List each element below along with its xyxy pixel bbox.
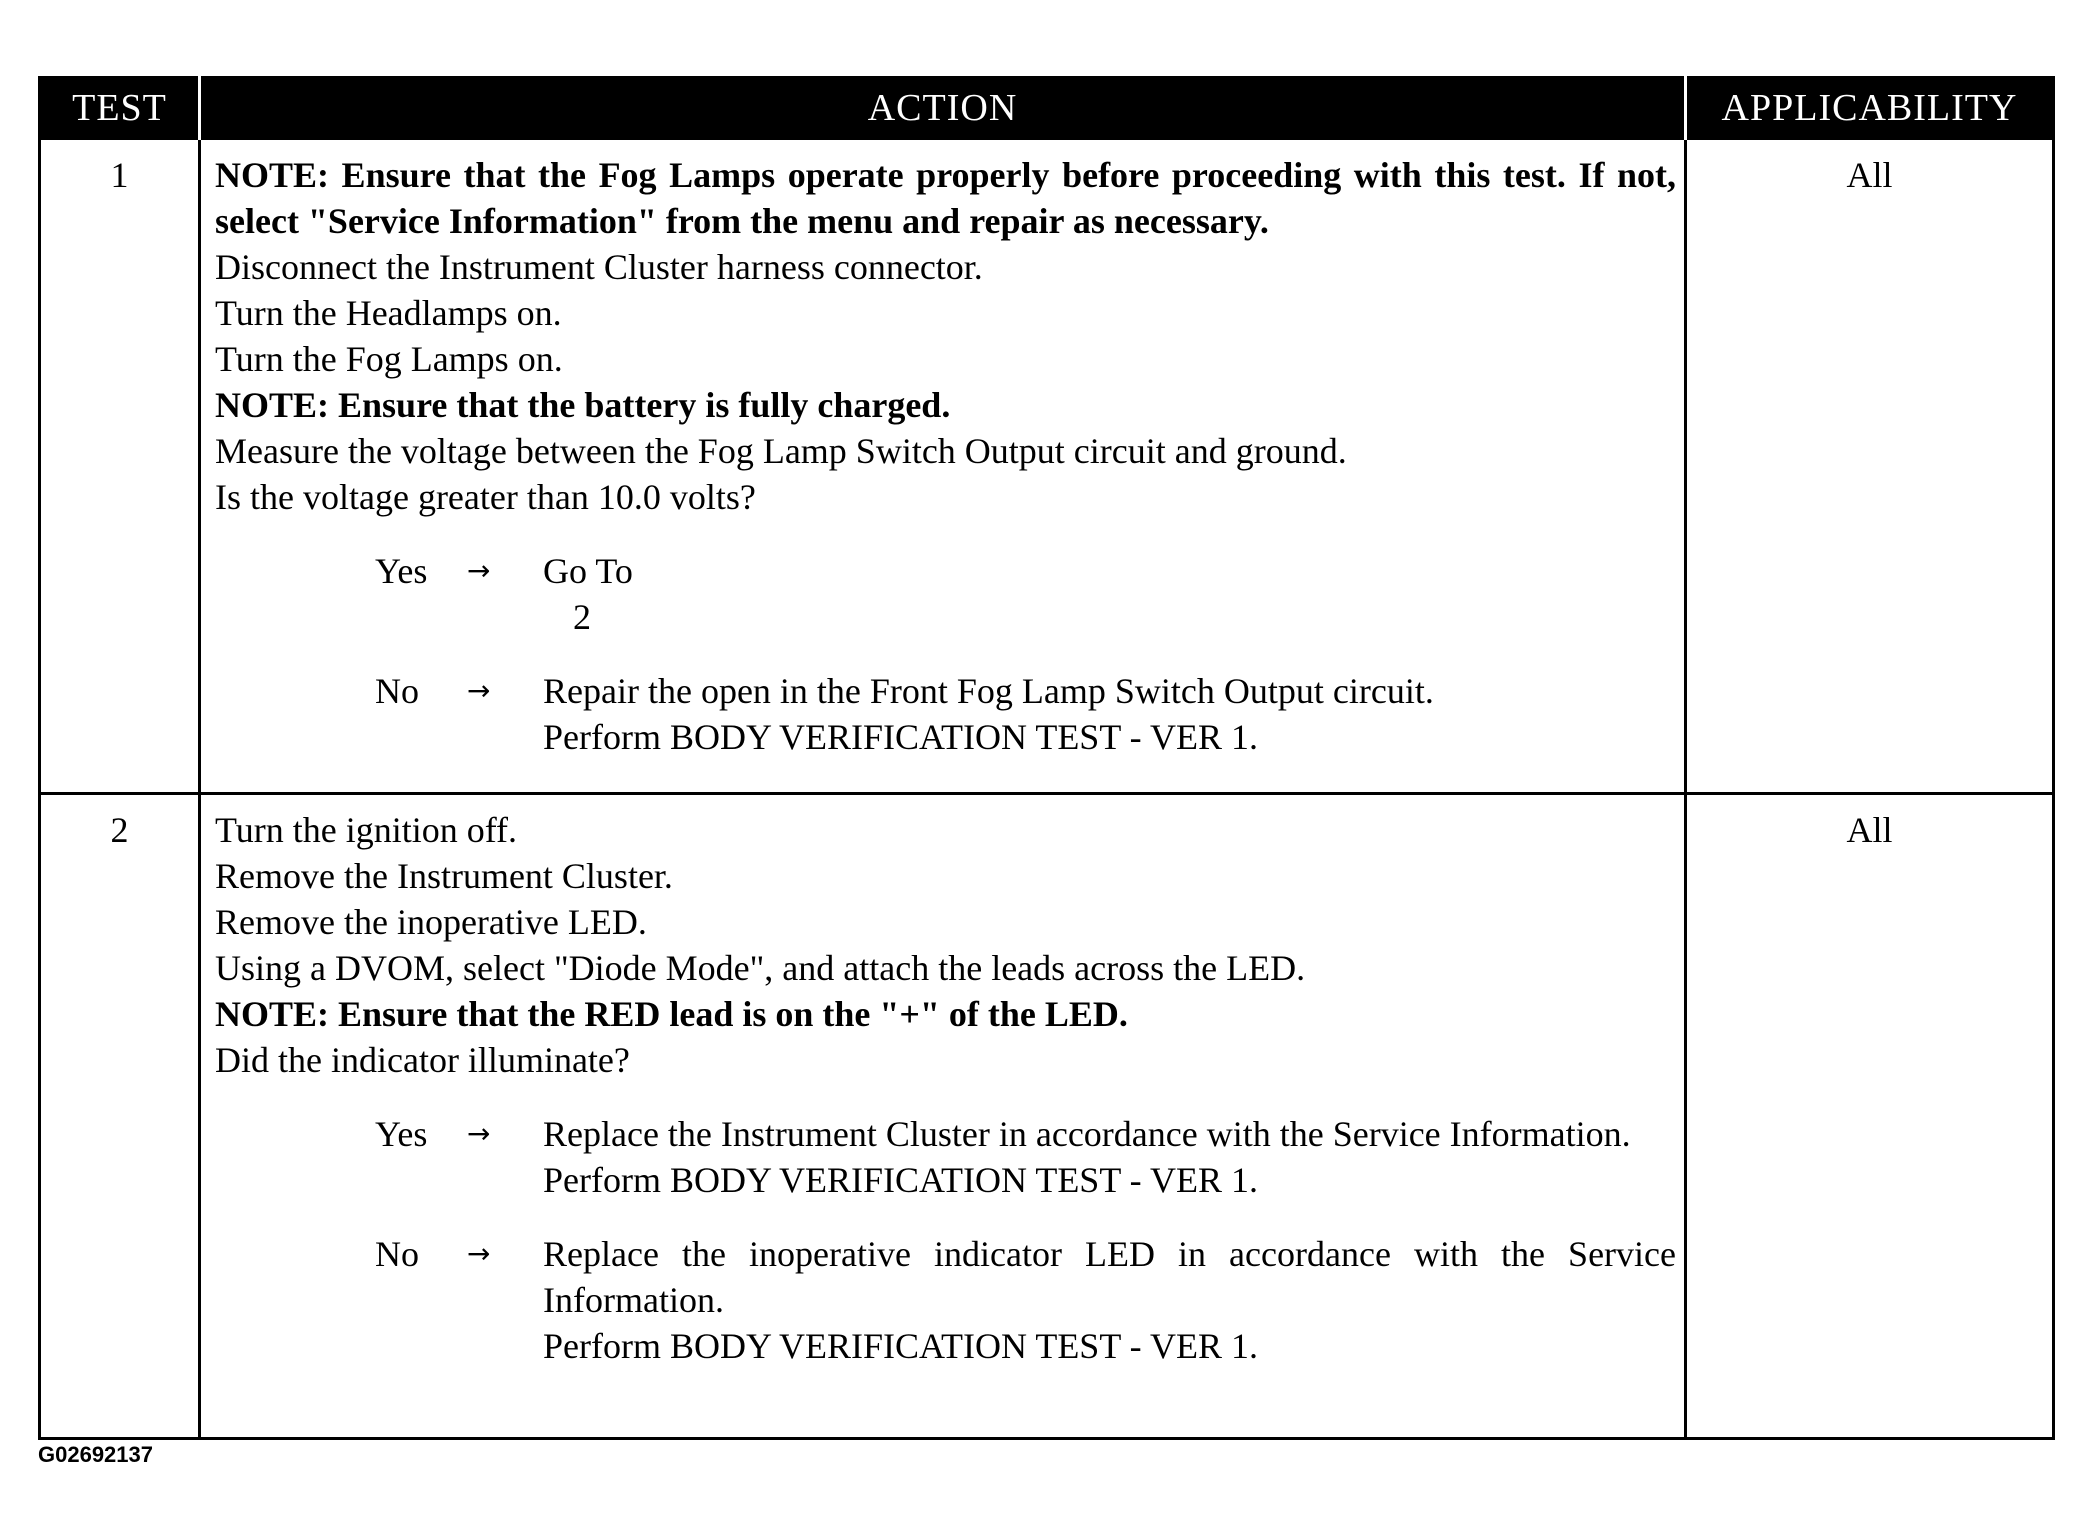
outcome-line: Perform BODY VERIFICATION TEST - VER 1. bbox=[543, 1326, 1259, 1366]
goto-label: Go To bbox=[543, 551, 633, 591]
note-text: NOTE: Ensure that the battery is fully charged. bbox=[215, 385, 951, 425]
goto-target: 2 bbox=[573, 597, 591, 637]
step-text: Turn the Fog Lamps on. bbox=[215, 339, 563, 379]
step-text: Disconnect the Instrument Cluster harness connector. bbox=[215, 247, 983, 287]
step-text: Turn the Headlamps on. bbox=[215, 293, 562, 333]
table-row bbox=[40, 139, 2054, 794]
diagnostic-test-table bbox=[38, 76, 2055, 1440]
note-text: NOTE: Ensure that the RED lead is on the "+" of the LED. bbox=[215, 994, 1128, 1034]
yes-result bbox=[375, 1111, 1676, 1203]
test-number: 1 bbox=[40, 139, 200, 794]
arrow-right-icon: → bbox=[467, 554, 491, 587]
step-text: Remove the inoperative LED. bbox=[215, 902, 647, 942]
no-outcome bbox=[543, 668, 1676, 760]
step-text: Using a DVOM, select "Diode Mode", and attach the leads across the LED. bbox=[215, 948, 1306, 988]
no-result bbox=[375, 1231, 1676, 1369]
yes-result bbox=[375, 548, 1676, 640]
yes-outcome bbox=[543, 548, 1676, 640]
applicability-value: All bbox=[1686, 139, 2054, 794]
arrow-right-icon: → bbox=[467, 1237, 491, 1270]
step-text: Measure the voltage between the Fog Lamp Switch Output circuit and ground. bbox=[215, 431, 1347, 471]
arrow-right-icon: → bbox=[467, 1117, 491, 1150]
outcome-line: Replace the Instrument Cluster in accordance with the Service Information. bbox=[543, 1114, 1631, 1154]
question-text: Is the voltage greater than 10.0 volts? bbox=[215, 477, 756, 517]
no-label: No bbox=[375, 1234, 419, 1274]
table-header-row bbox=[40, 78, 2054, 139]
arrow-right-icon: → bbox=[467, 674, 491, 707]
outcome-line: Perform BODY VERIFICATION TEST - VER 1. bbox=[543, 1160, 1259, 1200]
outcome-line: Perform BODY VERIFICATION TEST - VER 1. bbox=[543, 717, 1259, 757]
note-text: NOTE: Ensure that the Fog Lamps operate properly before proceeding with this test. If not, select "Service Information" from the menu and repair as necessary. bbox=[215, 155, 1676, 241]
header-test: TEST bbox=[40, 78, 200, 139]
test-number: 2 bbox=[40, 794, 200, 1439]
outcome-line: Replace the inoperative indicator LED in accordance with the Service Information. bbox=[543, 1234, 1676, 1320]
header-applicability: APPLICABILITY bbox=[1686, 78, 2054, 139]
question-text: Did the indicator illuminate? bbox=[215, 1040, 630, 1080]
no-result bbox=[375, 668, 1676, 760]
step-text: Turn the ignition off. bbox=[215, 810, 518, 850]
header-action: ACTION bbox=[200, 78, 1686, 139]
action-cell bbox=[200, 139, 1686, 794]
step-text: Remove the Instrument Cluster. bbox=[215, 856, 673, 896]
no-label: No bbox=[375, 671, 419, 711]
outcome-line: Repair the open in the Front Fog Lamp Switch Output circuit. bbox=[543, 671, 1434, 711]
yes-label: Yes bbox=[375, 551, 428, 591]
yes-outcome bbox=[543, 1111, 1676, 1203]
yes-label: Yes bbox=[375, 1114, 428, 1154]
applicability-value: All bbox=[1686, 794, 2054, 1439]
goto-text bbox=[543, 548, 1676, 640]
table-row bbox=[40, 794, 2054, 1439]
action-cell bbox=[200, 794, 1686, 1439]
no-outcome bbox=[543, 1231, 1676, 1369]
figure-id: G02692137 bbox=[38, 1442, 153, 1467]
